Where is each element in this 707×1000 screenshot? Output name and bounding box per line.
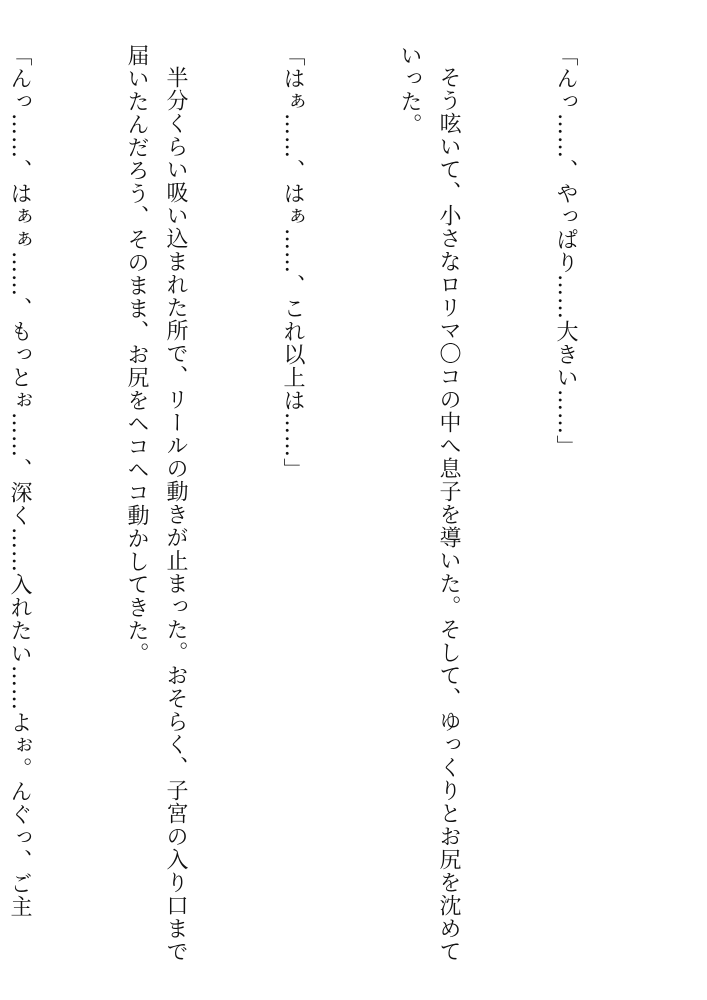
paragraph-narration-2: 半分くらい吸い込まれた所で、リールの動きが止まった。おそらく、子宮の入り口まで届いたんだろう、そのまま、お尻をヘコヘコ動かしてきた。 <box>124 44 188 963</box>
paragraph-narration-1: そう呟いて、小さなロリマ〇コの中へ息子を導いた。そして、ゆっくりとお尻を沈めていった。 <box>397 44 461 963</box>
vertical-text-body <box>0 44 663 964</box>
paragraph-dialogue-3: 「んっ……、はぁぁ……、もっとぉ……、深く……入れたい……よぉ。んぐっ、ご主 <box>7 44 32 918</box>
paragraph-dialogue-2: 「はぁ……、はぁ……、これ以上は……」 <box>280 44 305 481</box>
paragraph-dialogue-1: 「んっ……、やっぱり……大きい……」 <box>553 44 578 458</box>
